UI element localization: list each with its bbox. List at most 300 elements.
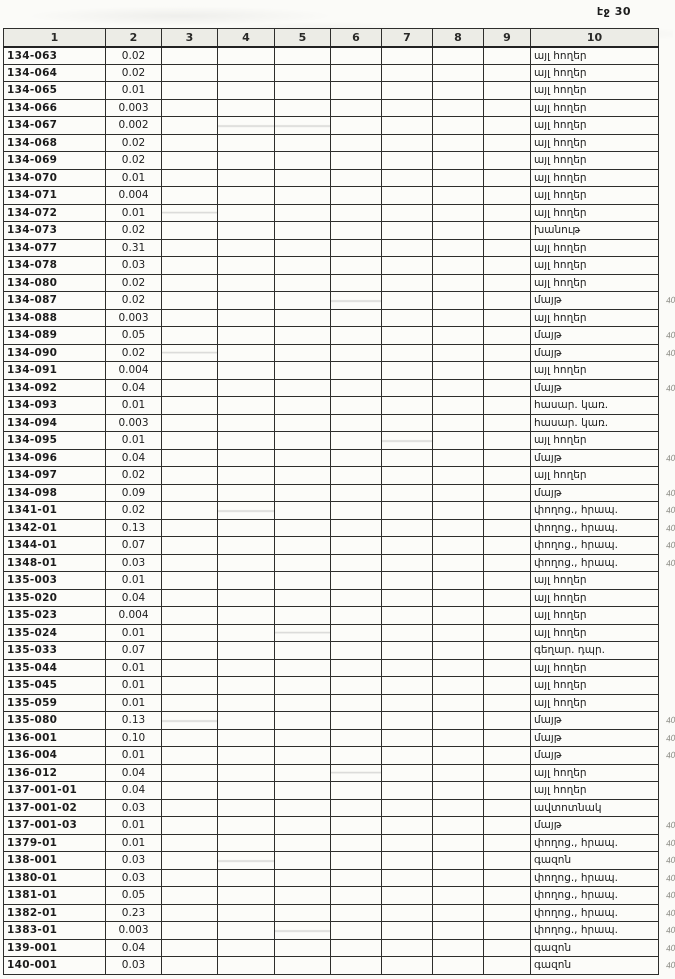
- cell-land-type: [531, 747, 675, 765]
- cell-code: 134-069: [4, 152, 106, 170]
- cell-code: 134-077: [4, 239, 106, 257]
- cell-area-value: 0.03: [106, 257, 162, 275]
- cell-empty: [484, 309, 531, 327]
- cell-empty: [331, 572, 382, 590]
- table-row: [4, 397, 659, 415]
- land-type-text: փողոց., հրապ.: [534, 889, 618, 902]
- cell-empty: [162, 834, 218, 852]
- land-type-text: այլ հողեր: [534, 84, 587, 97]
- cell-code: 1383-01: [4, 922, 106, 940]
- cell-empty: [218, 939, 275, 957]
- table-row: [4, 134, 659, 152]
- cell-empty: [275, 904, 331, 922]
- cell-empty: [484, 712, 531, 730]
- cell-empty: [484, 782, 531, 800]
- cell-empty: [484, 134, 531, 152]
- cell-empty: [218, 747, 275, 765]
- cell-empty: [275, 922, 331, 940]
- cell-empty: [331, 764, 382, 782]
- cell-empty: [275, 327, 331, 345]
- table-row: [4, 362, 659, 380]
- cell-empty: [162, 239, 218, 257]
- cell-empty: [331, 589, 382, 607]
- cell-area-value: 0.01: [106, 677, 162, 695]
- cell-code: 134-063: [4, 47, 106, 65]
- table-row: [4, 887, 659, 905]
- cell-empty: [162, 589, 218, 607]
- cell-land-type: [531, 799, 659, 817]
- header-row: [4, 29, 659, 47]
- table-row: [4, 309, 659, 327]
- handwritten-margin-mark: 40: [665, 960, 675, 971]
- cell-land-type: [531, 887, 675, 905]
- cell-empty: [162, 117, 218, 135]
- cell-code: 1348-01: [4, 554, 106, 572]
- cell-empty: [331, 834, 382, 852]
- cell-empty: [382, 834, 433, 852]
- land-type-text: մայթ: [534, 714, 562, 727]
- cell-area-value: 0.01: [106, 817, 162, 835]
- cell-land-type: [531, 134, 659, 152]
- cell-area-value: 0.07: [106, 537, 162, 555]
- cell-empty: [484, 589, 531, 607]
- cell-area-value: 0.02: [106, 274, 162, 292]
- cell-empty: [382, 537, 433, 555]
- land-type-text: ավտոտնակ: [534, 801, 602, 814]
- cell-empty: [484, 187, 531, 205]
- cell-empty: [484, 467, 531, 485]
- handwritten-margin-mark: 40: [665, 488, 675, 498]
- land-type-text: այլ հողեր: [534, 189, 587, 202]
- cell-land-type: [531, 152, 659, 170]
- cell-area-value: 0.04: [106, 449, 162, 467]
- cell-area-value: 0.03: [106, 869, 162, 887]
- cell-empty: [218, 957, 275, 975]
- cell-code: 134-095: [4, 432, 106, 450]
- cell-empty: [484, 904, 531, 922]
- cell-empty: [218, 152, 275, 170]
- cell-empty: [433, 274, 484, 292]
- cell-empty: [218, 799, 275, 817]
- table-row: [4, 484, 659, 502]
- column-header-10: 10: [531, 29, 659, 47]
- cell-empty: [433, 764, 484, 782]
- cell-land-type: [531, 449, 675, 467]
- cell-empty: [382, 642, 433, 660]
- cell-empty: [331, 642, 382, 660]
- cell-empty: [382, 134, 433, 152]
- cell-empty: [275, 274, 331, 292]
- cell-code: 134-091: [4, 362, 106, 380]
- table-row: [4, 939, 659, 957]
- cell-empty: [331, 852, 382, 870]
- cell-area-value: 0.04: [106, 379, 162, 397]
- cell-land-type: [531, 99, 659, 117]
- cell-empty: [275, 379, 331, 397]
- cell-land-type: [531, 712, 675, 730]
- cell-empty: [162, 47, 218, 65]
- cell-empty: [331, 607, 382, 625]
- cell-empty: [433, 799, 484, 817]
- land-type-text: փողոց., հրապ.: [534, 539, 618, 552]
- cell-land-type: [531, 852, 675, 870]
- table-row: [4, 729, 659, 747]
- cell-empty: [433, 817, 484, 835]
- cell-empty: [331, 537, 382, 555]
- cell-area-value: 0.05: [106, 887, 162, 905]
- cell-empty: [382, 222, 433, 240]
- cell-empty: [331, 904, 382, 922]
- cell-land-type: [531, 344, 675, 362]
- cell-empty: [331, 502, 382, 520]
- cell-empty: [433, 572, 484, 590]
- handwritten-margin-mark: 40: [665, 943, 675, 953]
- cell-land-type: [531, 467, 659, 485]
- cell-empty: [162, 764, 218, 782]
- cell-empty: [275, 257, 331, 275]
- land-type-text: այլ հողեր: [534, 469, 587, 482]
- cell-code: 135-080: [4, 712, 106, 730]
- cell-empty: [162, 554, 218, 572]
- cell-empty: [382, 169, 433, 187]
- cell-empty: [382, 257, 433, 275]
- cell-area-value: 0.01: [106, 432, 162, 450]
- cell-area-value: 0.03: [106, 554, 162, 572]
- cell-empty: [484, 554, 531, 572]
- cell-empty: [382, 449, 433, 467]
- cell-empty: [275, 187, 331, 205]
- land-type-text: այլ հողեր: [534, 49, 587, 62]
- cell-empty: [484, 957, 531, 975]
- cell-code: 134-093: [4, 397, 106, 415]
- cell-land-type: [531, 432, 659, 450]
- cell-empty: [331, 729, 382, 747]
- handwritten-margin-mark: 40: [665, 348, 675, 358]
- cell-empty: [382, 694, 433, 712]
- land-type-text: փողոց., հրապ.: [534, 906, 618, 919]
- cell-empty: [162, 344, 218, 362]
- cell-empty: [331, 712, 382, 730]
- land-type-text: փողոց., հրապ.: [534, 924, 618, 937]
- cell-land-type: [531, 694, 659, 712]
- cell-empty: [382, 467, 433, 485]
- land-type-text: մայթ: [534, 381, 562, 394]
- column-header-2: 2: [106, 29, 162, 47]
- table-row: [4, 379, 659, 397]
- cell-empty: [484, 397, 531, 415]
- cell-area-value: 0.13: [106, 519, 162, 537]
- table-row: [4, 607, 659, 625]
- cell-empty: [162, 659, 218, 677]
- cell-empty: [331, 484, 382, 502]
- cell-empty: [162, 257, 218, 275]
- cell-empty: [331, 292, 382, 310]
- land-type-text: այլ հողեր: [534, 661, 587, 674]
- cell-code: 136-004: [4, 747, 106, 765]
- cell-area-value: 0.01: [106, 82, 162, 100]
- cell-area-value: 0.02: [106, 292, 162, 310]
- cell-empty: [218, 589, 275, 607]
- cell-code: 134-072: [4, 204, 106, 222]
- cell-empty: [382, 379, 433, 397]
- cell-empty: [331, 659, 382, 677]
- cell-land-type: [531, 519, 675, 537]
- cell-empty: [162, 432, 218, 450]
- cell-empty: [331, 379, 382, 397]
- land-type-text: այլ հողեր: [534, 276, 587, 289]
- cell-empty: [382, 292, 433, 310]
- cell-area-value: 0.01: [106, 694, 162, 712]
- cell-code: 135-024: [4, 624, 106, 642]
- table-row: [4, 677, 659, 695]
- land-type-text: այլ հողեր: [534, 101, 587, 114]
- land-type-text: այլ հողեր: [534, 609, 587, 622]
- cell-empty: [275, 449, 331, 467]
- cell-land-type: [531, 204, 659, 222]
- cell-empty: [162, 729, 218, 747]
- cell-empty: [433, 852, 484, 870]
- land-type-text: խանութ: [534, 224, 581, 237]
- table-row: [4, 659, 659, 677]
- cell-empty: [484, 747, 531, 765]
- cell-code: 134-067: [4, 117, 106, 135]
- cell-empty: [218, 537, 275, 555]
- cell-land-type: [531, 222, 659, 240]
- column-header-4: 4: [218, 29, 275, 47]
- cell-empty: [382, 117, 433, 135]
- cell-empty: [218, 414, 275, 432]
- cell-code: 1380-01: [4, 869, 106, 887]
- cell-area-value: 0.02: [106, 502, 162, 520]
- land-type-text: այլ հողեր: [534, 434, 587, 447]
- table-row: [4, 572, 659, 590]
- cell-area-value: 0.02: [106, 47, 162, 65]
- cell-land-type: [531, 397, 659, 415]
- cell-empty: [484, 414, 531, 432]
- cell-empty: [484, 572, 531, 590]
- cell-land-type: [531, 292, 675, 310]
- column-header-9: 9: [484, 29, 531, 47]
- cell-code: 137-001-01: [4, 782, 106, 800]
- cell-empty: [218, 239, 275, 257]
- handwritten-margin-mark: 40: [665, 820, 675, 831]
- cell-empty: [218, 572, 275, 590]
- land-type-text: մայթ: [534, 294, 562, 307]
- table-row: [4, 747, 659, 765]
- cell-code: 1379-01: [4, 834, 106, 852]
- land-register-table: [3, 28, 675, 975]
- cell-empty: [218, 379, 275, 397]
- cell-empty: [162, 449, 218, 467]
- cell-code: 134-073: [4, 222, 106, 240]
- cell-empty: [331, 922, 382, 940]
- cell-area-value: 0.04: [106, 764, 162, 782]
- cell-empty: [433, 869, 484, 887]
- cell-empty: [275, 432, 331, 450]
- cell-empty: [218, 99, 275, 117]
- table-header: [4, 29, 659, 47]
- cell-land-type: [531, 502, 675, 520]
- cell-empty: [484, 834, 531, 852]
- cell-code: 1344-01: [4, 537, 106, 555]
- cell-empty: [433, 64, 484, 82]
- cell-empty: [382, 712, 433, 730]
- cell-code: 135-045: [4, 677, 106, 695]
- cell-empty: [275, 939, 331, 957]
- cell-empty: [484, 47, 531, 65]
- cell-empty: [218, 554, 275, 572]
- cell-empty: [218, 694, 275, 712]
- cell-empty: [433, 659, 484, 677]
- cell-area-value: 0.002: [106, 117, 162, 135]
- cell-empty: [433, 502, 484, 520]
- cell-empty: [331, 187, 382, 205]
- cell-empty: [275, 554, 331, 572]
- handwritten-margin-mark: 40: [665, 453, 675, 463]
- cell-empty: [218, 519, 275, 537]
- cell-empty: [433, 397, 484, 415]
- cell-empty: [382, 659, 433, 677]
- table-row: [4, 274, 659, 292]
- cell-empty: [162, 309, 218, 327]
- land-type-text: մայթ: [534, 731, 562, 744]
- cell-land-type: [531, 817, 675, 835]
- table-row: [4, 712, 659, 730]
- cell-empty: [275, 134, 331, 152]
- cell-code: 134-094: [4, 414, 106, 432]
- cell-empty: [433, 834, 484, 852]
- table-row: [4, 502, 659, 520]
- cell-empty: [275, 117, 331, 135]
- cell-empty: [331, 782, 382, 800]
- handwritten-margin-mark: 40: [665, 505, 675, 516]
- cell-empty: [382, 869, 433, 887]
- table-row: [4, 782, 659, 800]
- cell-empty: [275, 519, 331, 537]
- land-type-text: այլ հողեր: [534, 574, 587, 587]
- cell-empty: [484, 799, 531, 817]
- cell-empty: [331, 327, 382, 345]
- cell-land-type: [531, 82, 659, 100]
- cell-empty: [162, 82, 218, 100]
- cell-empty: [433, 607, 484, 625]
- handwritten-margin-mark: 40: [665, 733, 675, 743]
- land-type-text: այլ հողեր: [534, 766, 587, 779]
- table-row: [4, 624, 659, 642]
- cell-empty: [484, 117, 531, 135]
- cell-empty: [484, 869, 531, 887]
- cell-empty: [433, 204, 484, 222]
- cell-land-type: [531, 869, 675, 887]
- cell-empty: [484, 607, 531, 625]
- cell-empty: [331, 957, 382, 975]
- cell-land-type: [531, 729, 675, 747]
- cell-empty: [382, 519, 433, 537]
- cell-empty: [162, 677, 218, 695]
- cell-code: 135-003: [4, 572, 106, 590]
- cell-empty: [331, 64, 382, 82]
- cell-empty: [331, 134, 382, 152]
- table-row: [4, 344, 659, 362]
- table-row: [4, 957, 659, 975]
- table-row: [4, 922, 659, 940]
- cell-empty: [162, 362, 218, 380]
- cell-code: 137-001-02: [4, 799, 106, 817]
- table-row: [4, 537, 659, 555]
- cell-empty: [218, 134, 275, 152]
- cell-area-value: 0.02: [106, 467, 162, 485]
- cell-empty: [382, 274, 433, 292]
- cell-empty: [331, 222, 382, 240]
- cell-empty: [218, 204, 275, 222]
- cell-empty: [331, 817, 382, 835]
- cell-code: 134-071: [4, 187, 106, 205]
- cell-empty: [162, 519, 218, 537]
- table-row: [4, 82, 659, 100]
- cell-empty: [218, 624, 275, 642]
- cell-empty: [484, 677, 531, 695]
- table-row: [4, 99, 659, 117]
- cell-code: 1342-01: [4, 519, 106, 537]
- table-row: [4, 152, 659, 170]
- land-type-text: այլ հողեր: [534, 364, 587, 377]
- cell-empty: [433, 729, 484, 747]
- cell-empty: [484, 729, 531, 747]
- land-type-text: փողոց., հրապ.: [534, 556, 618, 569]
- cell-empty: [484, 204, 531, 222]
- cell-empty: [433, 327, 484, 345]
- cell-empty: [275, 607, 331, 625]
- cell-empty: [162, 187, 218, 205]
- cell-empty: [162, 134, 218, 152]
- land-type-text: այլ հողեր: [534, 626, 587, 639]
- cell-empty: [433, 904, 484, 922]
- cell-empty: [275, 397, 331, 415]
- cell-area-value: 0.003: [106, 922, 162, 940]
- cell-empty: [484, 642, 531, 660]
- cell-empty: [218, 397, 275, 415]
- cell-code: 136-012: [4, 764, 106, 782]
- cell-empty: [162, 869, 218, 887]
- cell-empty: [275, 152, 331, 170]
- cell-empty: [275, 484, 331, 502]
- cell-empty: [218, 729, 275, 747]
- cell-empty: [331, 82, 382, 100]
- cell-empty: [218, 432, 275, 450]
- cell-land-type: [531, 554, 675, 572]
- cell-empty: [433, 169, 484, 187]
- cell-empty: [331, 869, 382, 887]
- cell-empty: [275, 677, 331, 695]
- cell-empty: [382, 589, 433, 607]
- land-type-text: այլ հողեր: [534, 696, 587, 709]
- cell-empty: [433, 887, 484, 905]
- table-row: [4, 467, 659, 485]
- cell-empty: [382, 414, 433, 432]
- cell-empty: [331, 47, 382, 65]
- cell-empty: [484, 82, 531, 100]
- column-header-3: 3: [162, 29, 218, 47]
- cell-empty: [433, 782, 484, 800]
- cell-land-type: [531, 957, 675, 975]
- cell-area-value: 0.01: [106, 834, 162, 852]
- cell-empty: [382, 362, 433, 380]
- cell-code: 134-065: [4, 82, 106, 100]
- cell-empty: [484, 327, 531, 345]
- cell-empty: [275, 204, 331, 222]
- cell-empty: [484, 939, 531, 957]
- cell-land-type: [531, 117, 659, 135]
